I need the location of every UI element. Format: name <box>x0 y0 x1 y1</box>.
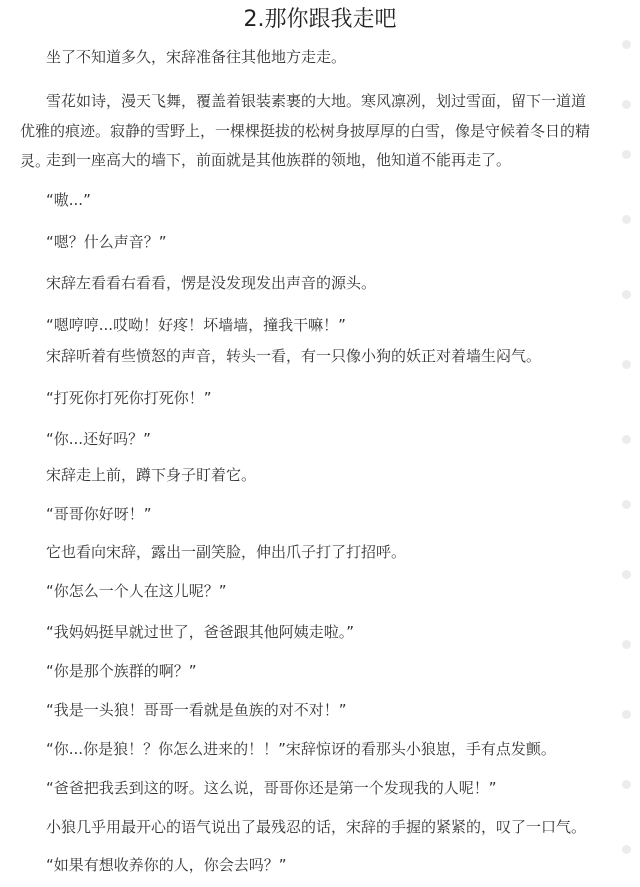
dot-icon <box>622 780 631 789</box>
paragraph: “如果有想收养你的人，你会去吗？” <box>46 856 287 874</box>
dot-icon <box>622 435 631 444</box>
paragraph: 宋辞左看看右看看，愣是没发现发出声音的源头。 <box>46 274 377 292</box>
dot-icon <box>622 500 631 509</box>
dot-icon <box>622 710 631 719</box>
paragraph: “嗯？什么声音？” <box>46 233 167 251</box>
paragraph: 宋辞听着有些愤怒的声音，转头一看，有一只像小狗的妖正对着墙生闷气。 <box>46 347 542 365</box>
dot-icon <box>622 215 631 224</box>
paragraph: “你...你是狼！？你怎么进来的！！”宋辞惊讶的看那头小狼崽，手有点发颤。 <box>46 740 556 758</box>
paragraph: “嗷...” <box>46 191 91 209</box>
paragraph: 走到一座高大的墙下，前面就是其他族群的领地，他知道不能再走了。 <box>46 151 512 169</box>
dot-icon <box>622 360 631 369</box>
paragraph: “我是一头狼！哥哥一看就是鱼族的对不对！” <box>46 701 347 719</box>
paragraph: “你是那个族群的啊？” <box>46 662 197 680</box>
dot-icon <box>622 290 631 299</box>
paragraph: 宋辞走上前，蹲下身子盯着它。 <box>46 466 257 484</box>
dot-icon <box>622 845 631 854</box>
paragraph: 坐了不知道多久，宋辞准备往其他地方走走。 <box>46 48 347 66</box>
paragraph: “打死你打死你打死你！” <box>46 389 212 407</box>
dot-icon <box>622 40 631 49</box>
dot-icon <box>622 150 631 159</box>
paragraph: “爸爸把我丢到这的呀。这么说，哥哥你还是第一个发现我的人呢！” <box>46 779 497 797</box>
paragraph: 小狼几乎用最开心的语气说出了最残忍的话，宋辞的手握的紧紧的，叹了一口气。 <box>46 818 587 836</box>
chapter-title: 2.那你跟我走吧 <box>243 7 397 32</box>
paragraph: “我妈妈挺早就过世了，爸爸跟其他阿姨走啦。” <box>46 623 355 641</box>
paragraph: 它也看向宋辞，露出一副笑脸，伸出爪子打了打招呼。 <box>46 543 407 561</box>
paragraph: “嗯哼哼...哎呦！好疼！坏墙墙，撞我干嘛！” <box>46 316 346 334</box>
scroll-indicator-dots <box>622 40 634 880</box>
dot-icon <box>622 570 631 579</box>
paragraph: “你怎么一个人在这儿呢？” <box>46 582 227 600</box>
dot-icon <box>622 100 631 109</box>
dot-icon <box>622 640 631 649</box>
paragraph: “你...还好吗？” <box>46 430 151 448</box>
paragraph: “哥哥你好呀！” <box>46 505 152 523</box>
paragraph: 雪花如诗，漫天飞舞，覆盖着银装素裹的大地。寒风凛冽，划过雪面，留下一道道优雅的痕迹。寂静的雪野上，一棵棵挺拔的松树身披厚厚的白雪，像是守候着冬日的精灵。 <box>20 92 591 170</box>
